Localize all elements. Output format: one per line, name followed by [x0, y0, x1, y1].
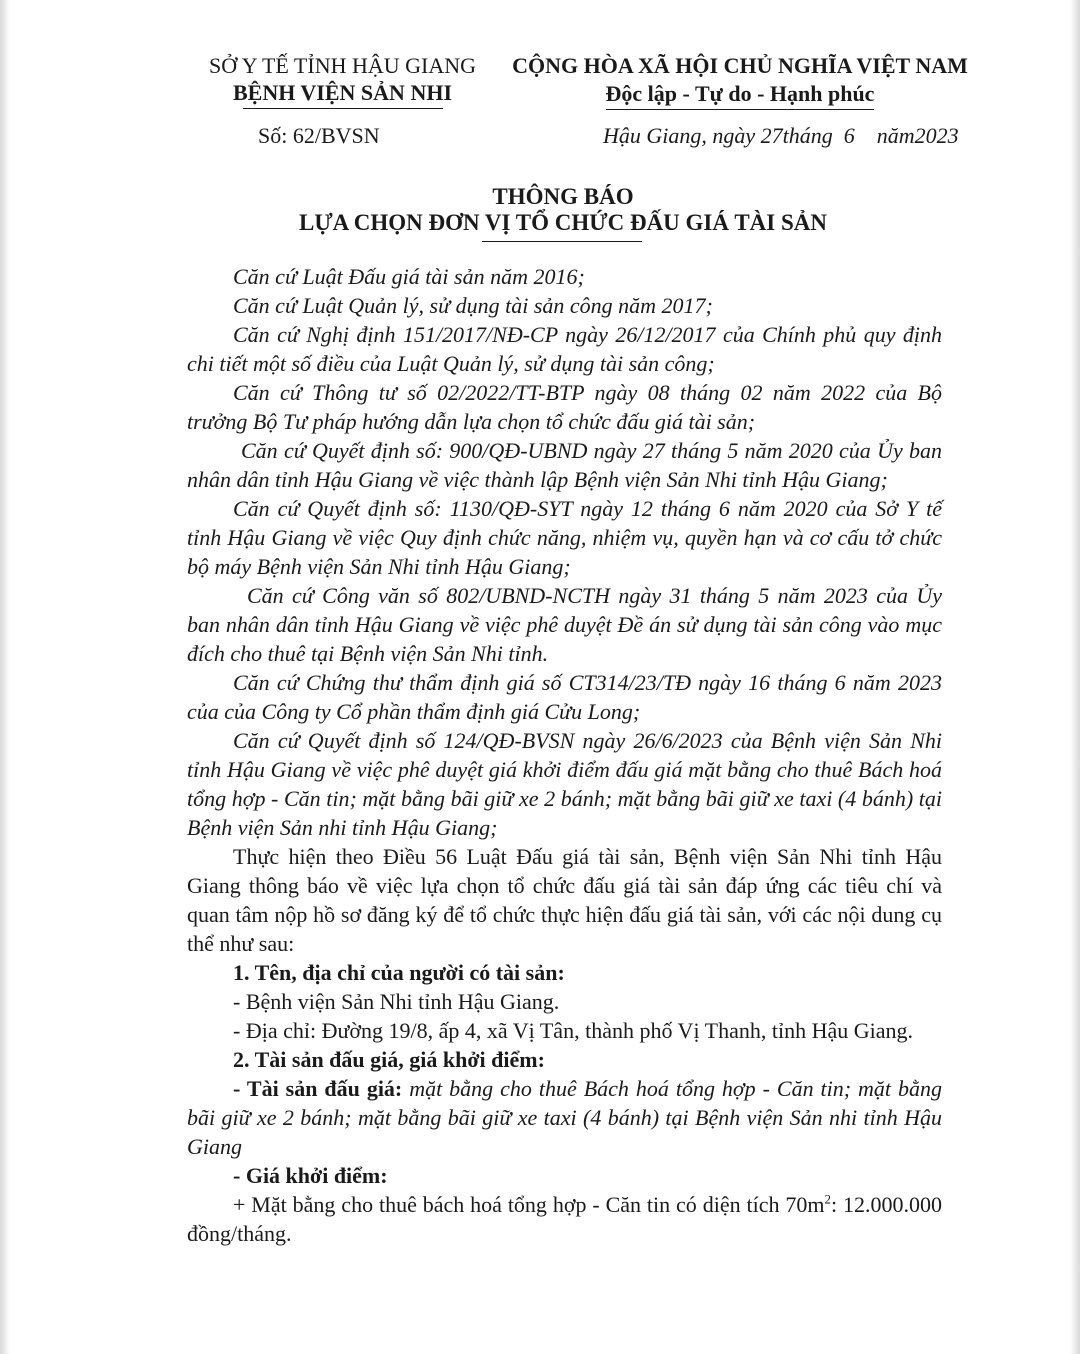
starting-price-value: 12.000.000 đồng/tháng.	[187, 1192, 943, 1246]
auction-asset	[187, 1074, 942, 1161]
national-heading	[505, 52, 975, 110]
parent-organization: SỞ Y TẾ TỈNH HẬU GIANG	[208, 53, 477, 78]
place-and-date: Hậu Giang, ngày 27tháng 6 năm2023	[603, 123, 959, 148]
legal-basis-5: Căn cứ Quyết định số: 900/QĐ-UBND ngày 27 tháng 5 năm 2020 của Ủy ban nhân dân tỉnh Hậu Giang về việc thành lập Bệnh viện Sản Nhi tỉnh Hậu Giang;	[187, 438, 942, 492]
starting-price-item-text: + Mặt bằng cho thuê bách hoá tổng hợp - Căn tin có diện tích 70m	[233, 1192, 825, 1217]
document-subject-title: LỰA CHỌN ĐƠN VỊ TỔ CHỨC ĐẤU GIÁ TÀI SẢN	[298, 210, 827, 235]
organization-name: BỆNH VIỆN SẢN NHI	[232, 80, 453, 105]
auction-asset-description: mặt bằng cho thuê Bách hoá tổng hợp - Căn tin; mặt bằng bãi giữ xe 2 bánh; mặt bằng bãi giữ xe taxi (4 bánh) tại Bệnh viện Sản nhi tỉnh Hậu Giang	[187, 1076, 943, 1159]
asset-owner-address: - Địa chỉ: Đường 19/8, ấp 4, xã Vị Tân, thành phố Vị Thanh, tỉnh Hậu Giang.	[233, 1018, 914, 1043]
country-name: CỘNG HÒA XÃ HỘI CHỦ NGHĨA VIỆT NAM	[512, 53, 968, 78]
document-type-title: THÔNG BÁO	[492, 184, 634, 209]
legal-basis-4: Căn cứ Thông tư số 02/2022/TT-BTP ngày 08 tháng 02 năm 2022 của Bộ trưởng Bộ Tư pháp hướng dẫn lựa chọn tổ chức đấu giá tài sản;	[187, 380, 942, 434]
legal-basis-9: Căn cứ Quyết định số 124/QĐ-BVSN ngày 26/6/2023 của Bệnh viện Sản Nhi tỉnh Hậu Giang về việc phê duyệt giá khởi điểm đấu giá mặt bằng cho thuê Bách hoá tổng hợp - Căn tin; mặt bằng bãi giữ xe 2 bánh; mặt bằng bãi giữ xe taxi (4 bánh) tại Bệnh viện Sản nhi tỉnh Hậu Giang;	[187, 728, 942, 840]
organization-underline	[243, 108, 443, 109]
section-2-heading: 2. Tài sản đấu giá, giá khởi điểm:	[233, 1047, 545, 1072]
starting-price-heading: - Giá khởi điểm:	[233, 1163, 388, 1188]
legal-basis-1: Căn cứ Luật Đấu giá tài sản năm 2016;	[233, 264, 585, 289]
starting-price-item-colon: :	[830, 1192, 838, 1217]
area-unit-superscript: 2	[824, 1191, 831, 1207]
legal-basis-7: Căn cứ Công văn số 802/UBND-NCTH ngày 31 tháng 5 năm 2023 của Ủy ban nhân dân tỉnh Hậu Giang về việc phê duyệt Đề án sử dụng tài sản công vào mục đích cho thuê tại Bệnh viện Sản Nhi tỉnh.	[187, 583, 942, 666]
document-number: Số: 62/BVSN	[258, 123, 380, 148]
asset-owner: - Bệnh viện Sản Nhi tỉnh Hậu Giang.	[233, 989, 560, 1014]
legal-basis-6: Căn cứ Quyết định số: 1130/QĐ-SYT ngày 12 tháng 6 năm 2020 của Sở Y tế tỉnh Hậu Giang về việc Quy định chức năng, nhiệm vụ, quyền hạn và cơ cấu tở chức bộ máy Bệnh viện Sản Nhi tỉnh Hậu Giang;	[187, 496, 942, 579]
issuing-organization	[200, 52, 485, 109]
legal-basis-8: Căn cứ Chứng thư thẩm định giá số CT314/23/TĐ ngày 16 tháng 6 năm 2023 của của Công ty Cổ phần thẩm định giá Cửu Long;	[187, 670, 942, 724]
legal-basis-2: Căn cứ Luật Quản lý, sử dụng tài sản công năm 2017;	[233, 293, 713, 318]
national-motto: Độc lập - Tự do - Hạnh phúc	[606, 80, 875, 110]
legal-basis-3: Căn cứ Nghị định 151/2017/NĐ-CP ngày 26/12/2017 của Chính phủ quy định chi tiết một số điều của Luật Quản lý, sử dụng tài sản công;	[187, 322, 942, 376]
section-1-heading: 1. Tên, địa chỉ của người có tài sản:	[233, 960, 565, 985]
starting-price-item	[187, 1190, 942, 1248]
document-body	[187, 262, 942, 1248]
title-underline	[482, 241, 642, 242]
intro-paragraph: Thực hiện theo Điều 56 Luật Đấu giá tài sản, Bệnh viện Sản Nhi tỉnh Hậu Giang thông báo về việc lựa chọn tổ chức đấu giá tài sản đáp ứng các tiêu chí và quan tâm nộp hồ sơ đăng ký để tổ chức thực hiện đấu giá tài sản, với các nội dung cụ thể như sau:	[187, 844, 942, 956]
auction-asset-label: - Tài sản đấu giá:	[233, 1076, 403, 1101]
